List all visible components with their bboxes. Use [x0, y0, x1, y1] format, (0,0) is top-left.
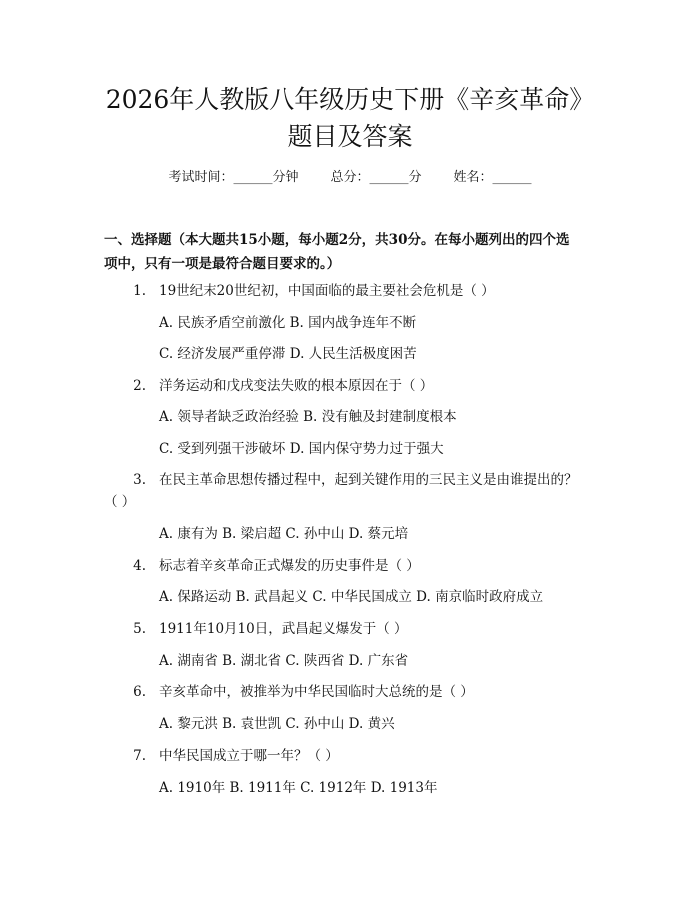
total-score-field: 总分：______分: [330, 170, 422, 185]
question-number: 5.: [133, 621, 146, 637]
page-title-line2: 题目及答案: [287, 122, 413, 151]
question-stem-continuation: （ ）: [104, 494, 136, 510]
question-number: 3.: [133, 472, 146, 488]
question-number: 2.: [133, 378, 146, 394]
question-stem: 在民主革命思想传播过程中，起到关键作用的三民主义是由谁提出的？: [159, 472, 578, 488]
question-stem: 辛亥革命中，被推举为中华民国临时大总统的是（ ）: [159, 684, 474, 700]
question-4-options-row-1: A. 保路运动 B. 武昌起义 C. 中华民国成立 D. 南京临时政府成立: [159, 589, 544, 605]
question-stem: 1911年10月10日，武昌起义爆发于（ ）: [159, 621, 408, 637]
question-stem: 19世纪末20世纪初，中国面临的最主要社会危机是（ ）: [159, 283, 495, 299]
section-heading-line1: 一、选择题（本大题共15小题，每小题2分，共30分。在每小题列出的四个选: [104, 232, 570, 248]
question-1-options-row-2: C. 经济发展严重停滞 D. 人民生活极度困苦: [159, 346, 417, 362]
question-7-options-row-1: A. 1910年 B. 1911年 C. 1912年 D. 1913年: [159, 780, 438, 796]
question-number: 6.: [133, 684, 146, 700]
question-number: 1.: [133, 283, 146, 299]
question-2-options-row-2: C. 受到列强干涉破坏 D. 国内保守势力过于强大: [159, 441, 444, 457]
exam-time-field: 考试时间：______分钟: [168, 170, 299, 185]
question-1-options-row-1: A. 民族矛盾空前激化 B. 国内战争连年不断: [159, 315, 417, 331]
question-6-options-row-1: A. 黎元洪 B. 袁世凯 C. 孙中山 D. 黄兴: [159, 716, 395, 732]
section-heading: [104, 228, 604, 276]
question-stem: 标志着辛亥革命正式爆发的历史事件是（ ）: [159, 558, 420, 574]
question-number: 4.: [133, 558, 146, 574]
question-3-options-row-1: A. 康有为 B. 梁启超 C. 孙中山 D. 蔡元培: [159, 526, 409, 542]
question-2-options-row-1: A. 领导者缺乏政治经验 B. 没有触及封建制度根本: [159, 409, 457, 425]
page-title-line1: 2026年人教版八年级历史下册《辛亥革命》: [105, 85, 595, 114]
question-stem: 洋务运动和戊戌变法失败的根本原因在于（ ）: [159, 378, 434, 394]
question-number: 7.: [133, 748, 146, 764]
question-5-options-row-1: A. 湖南省 B. 湖北省 C. 陕西省 D. 广东省: [159, 653, 409, 669]
section-heading-line2: 项中，只有一项是最符合题目要求的。）: [104, 256, 341, 272]
student-name-field: 姓名：______: [453, 170, 532, 185]
exam-meta: [0, 168, 700, 188]
question-stem: 中华民国成立于哪一年？（ ）: [159, 748, 339, 764]
